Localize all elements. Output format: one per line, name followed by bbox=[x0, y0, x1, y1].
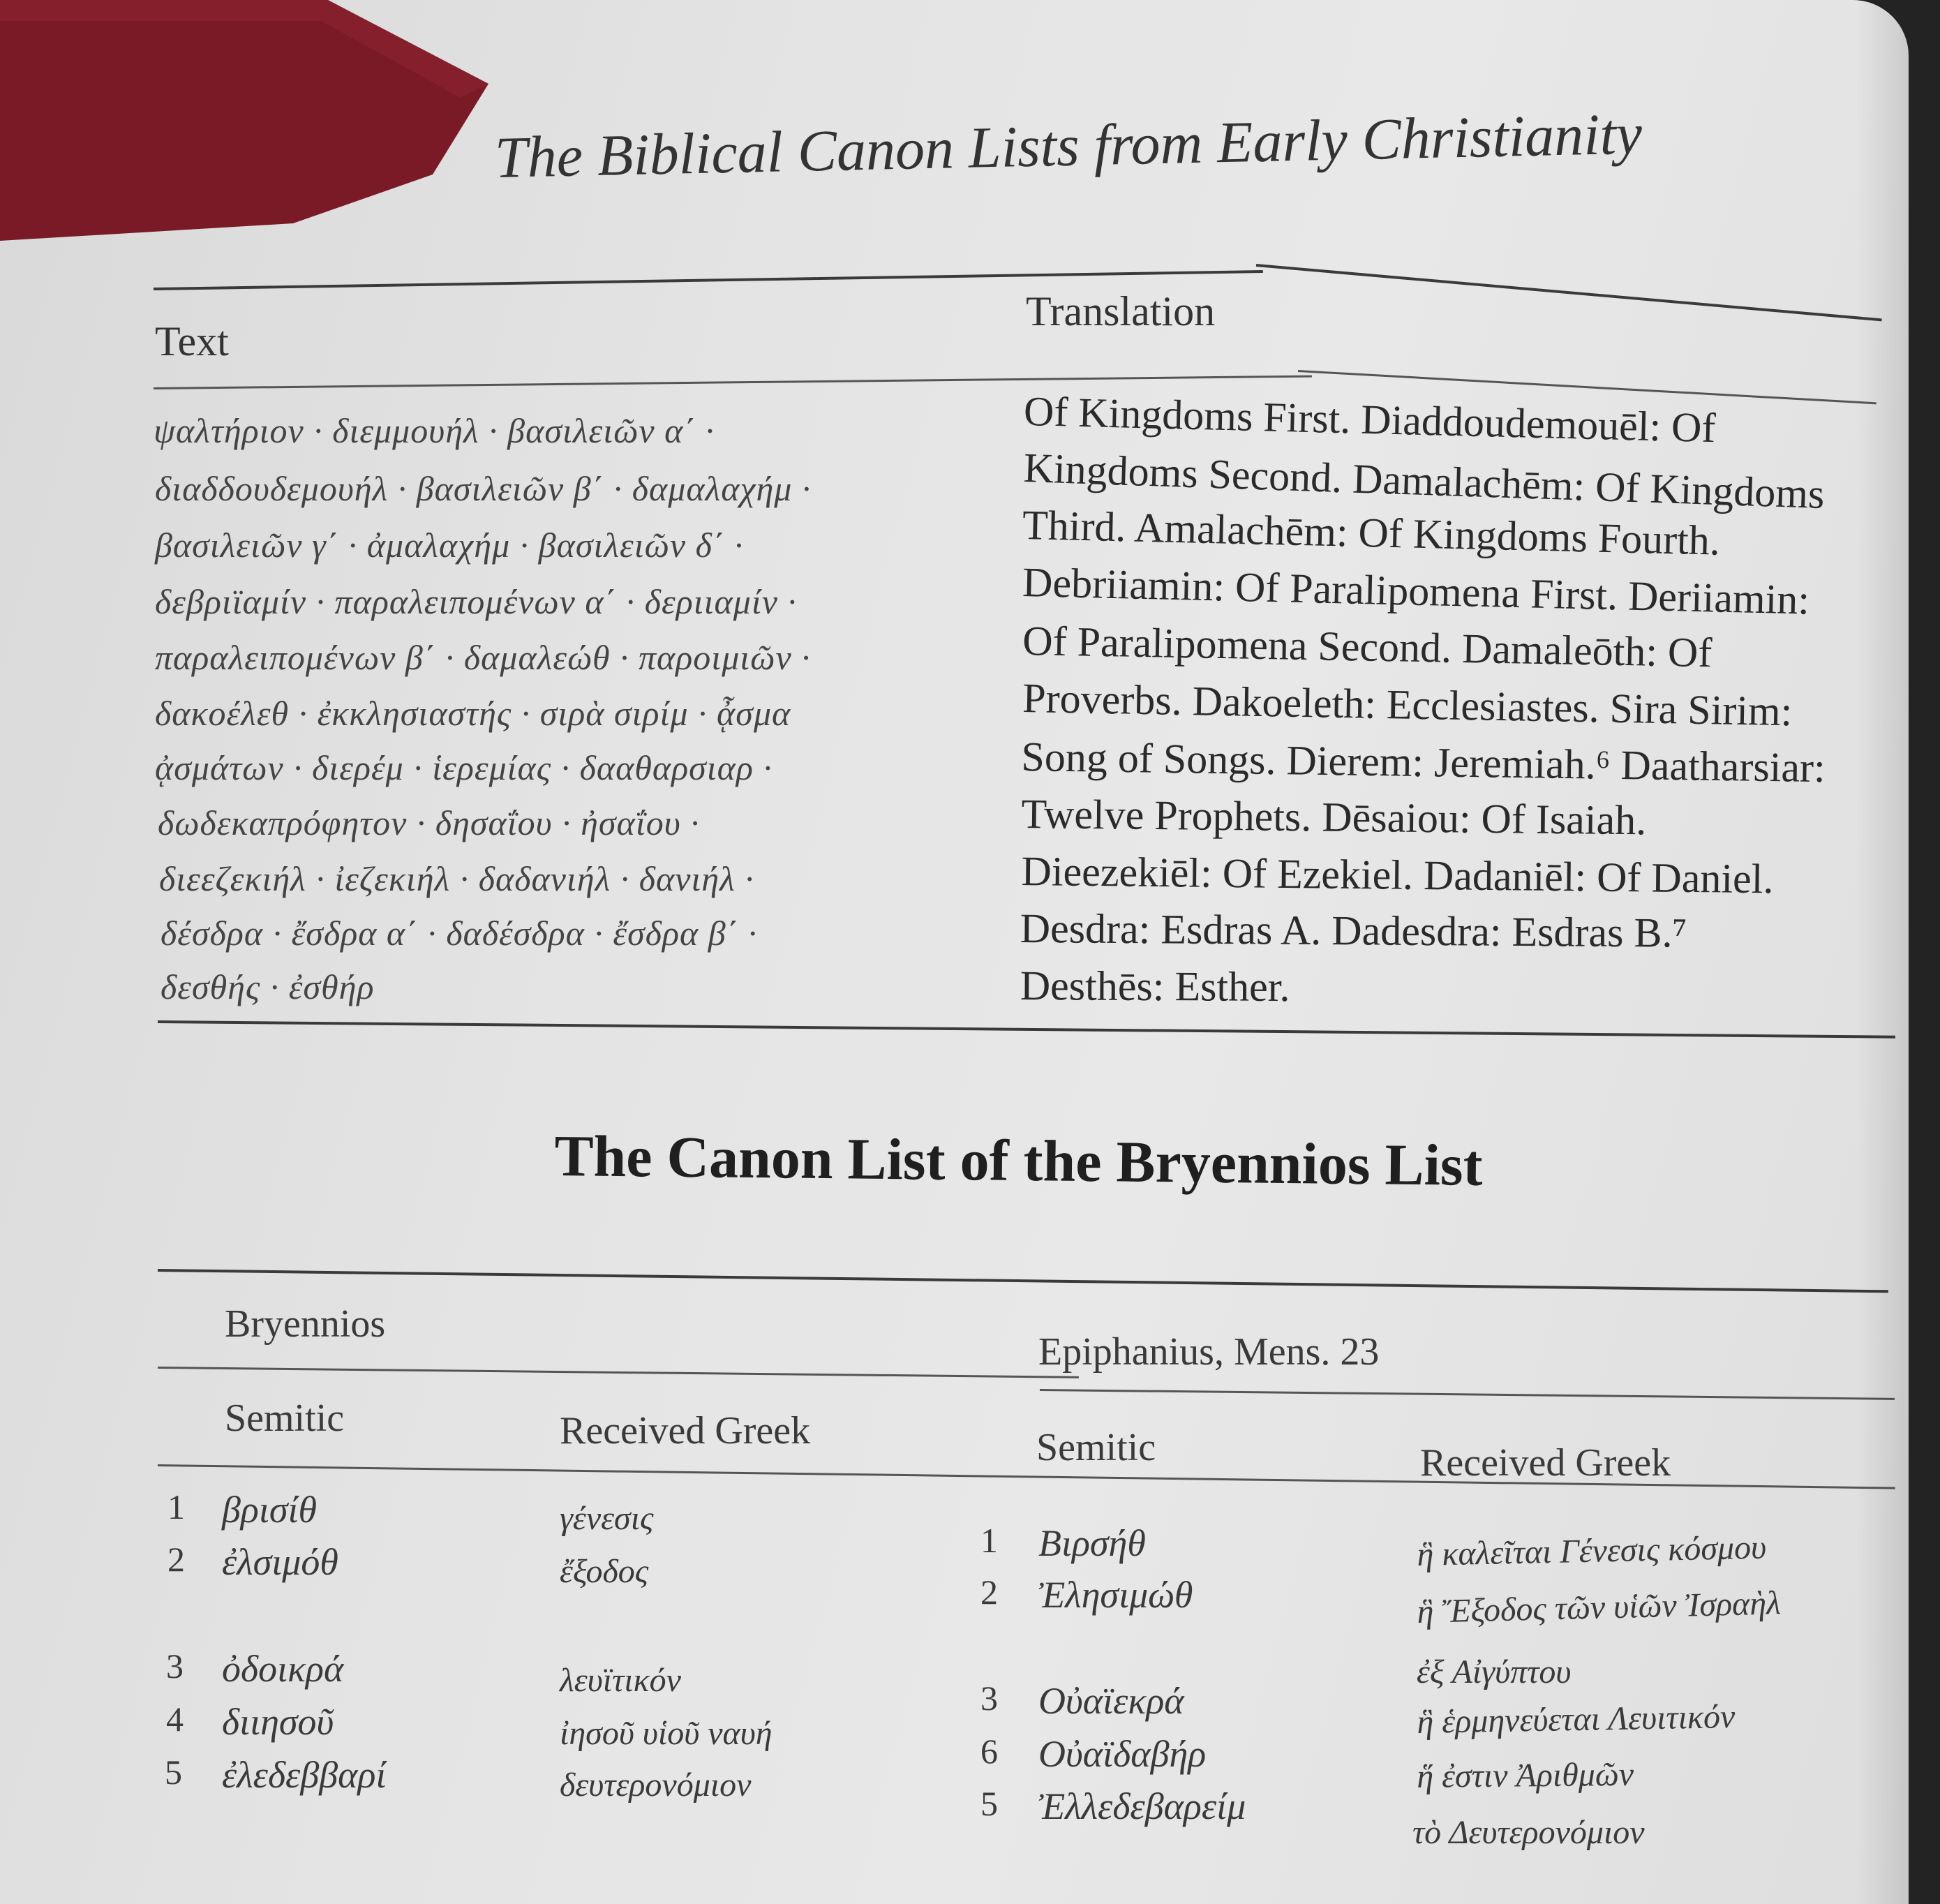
table1-bottom-rule bbox=[158, 1020, 1895, 1039]
table1-header-rule bbox=[154, 375, 1312, 389]
table1-top-rule-right bbox=[1256, 264, 1882, 321]
received-greek-line: τὸ Δευτερονόμιον bbox=[1412, 1814, 1645, 1851]
row-number: 5 bbox=[980, 1784, 998, 1823]
greek-line: δακοέλεθ · ἐκκλησιαστής · σιρὰ σιρίμ · ᾆσμα bbox=[155, 694, 791, 733]
section-title: The Canon List of the Bryennios List bbox=[554, 1123, 1484, 1198]
row-number: 1 bbox=[167, 1487, 185, 1526]
received-greek-line: ἣ Ἔξοδος τῶν υἱῶν Ἰσραὴλ bbox=[1417, 1584, 1782, 1630]
column-header-semitic: Semitic bbox=[1036, 1426, 1156, 1469]
page-title: The Biblical Canon Lists from Early Christianity bbox=[494, 101, 1643, 191]
page-edge-shadow bbox=[1856, 0, 1909, 1904]
received-greek-line: ἣ ἑρμηνεύεται Λευιτικόν bbox=[1417, 1698, 1736, 1741]
row-number: 1 bbox=[980, 1521, 998, 1560]
row-number: 3 bbox=[166, 1646, 184, 1686]
semitic-name: Οὐαϊδαβήρ bbox=[1038, 1733, 1207, 1775]
received-greek-name: ἰησοῦ υἱοῦ ναυή bbox=[560, 1715, 773, 1752]
group-header-bryennios: Bryennios bbox=[225, 1302, 386, 1346]
received-greek-line: ἣ καλεῖται Γένεσις κόσμου bbox=[1417, 1529, 1767, 1573]
greek-line: δεβριϊαμίν · παραλειπομένων α΄ · δεριιαμίν · bbox=[155, 582, 797, 621]
column-header-received-greek: Received Greek bbox=[1420, 1441, 1671, 1485]
epiphanius-group-rule bbox=[1040, 1389, 1895, 1400]
received-greek-line: ἥ ἐστιν Ἀριθμῶν bbox=[1417, 1755, 1634, 1795]
translation-line: Song of Songs. Dierem: Jeremiah.⁶ Daatharsiar: bbox=[1021, 733, 1826, 791]
greek-line: διαδδουδεμουήλ · βασιλειῶν β΄ · δαμαλαχήμ · bbox=[155, 469, 812, 508]
translation-line: Twelve Prophets. Dēsaiou: Of Isaiah. bbox=[1021, 791, 1647, 844]
translation-line: Third. Amalachēm: Of Kingdoms Fourth. bbox=[1022, 501, 1721, 564]
bryennios-group-rule bbox=[158, 1367, 1079, 1378]
translation-line: Proverbs. Dakoeleth: Ecclesiastes. Sira Sirim: bbox=[1022, 674, 1793, 735]
translation-line: Of Kingdoms First. Diaddoudemouēl: Of bbox=[1023, 387, 1717, 452]
row-number: 5 bbox=[165, 1753, 182, 1792]
row-number: 3 bbox=[980, 1679, 998, 1718]
translation-line: Of Paralipomena Second. Damaleōth: Of bbox=[1022, 617, 1713, 676]
row-number: 2 bbox=[980, 1572, 998, 1612]
received-greek-name: ἔξοδος bbox=[560, 1553, 649, 1590]
translation-line: Desthēs: Esther. bbox=[1020, 962, 1290, 1011]
semitic-name: Ἐλησιμώθ bbox=[1038, 1574, 1193, 1616]
semitic-name: βρισίθ bbox=[222, 1489, 317, 1531]
group-header-epiphanius: Epiphanius, Mens. 23 bbox=[1038, 1330, 1380, 1374]
greek-line: ᾀσμάτων · διερέμ · ἱερεμίας · δααθαρσιαρ · bbox=[155, 748, 773, 787]
row-number: 2 bbox=[167, 1540, 185, 1579]
received-greek-name: δευτερονόμιον bbox=[560, 1767, 752, 1803]
received-greek-line: ἐξ Αἰγύπτου bbox=[1417, 1653, 1572, 1690]
semitic-name: ἐλσιμόθ bbox=[222, 1541, 338, 1583]
translation-line: Kingdoms Second. Damalachēm: Of Kingdoms bbox=[1022, 444, 1826, 518]
translation-line: Debriiamin: Of Paralipomena First. Deriiamin: bbox=[1022, 558, 1810, 623]
greek-line: βασιλειῶν γ΄ · ἀμαλαχήμ · βασιλειῶν δ΄ · bbox=[155, 526, 744, 565]
greek-line: παραλειπομένων β΄ · δαμαλεώθ · παροιμιῶν · bbox=[155, 638, 811, 677]
column-header-received-greek: Received Greek bbox=[560, 1409, 811, 1452]
row-number: 4 bbox=[166, 1700, 184, 1739]
greek-line: δέσδρα · ἔσδρα α΄ · δαδέσδρα · ἔσδρα β΄ · bbox=[161, 914, 758, 953]
received-greek-name: γένεσις bbox=[560, 1500, 654, 1537]
greek-line: διεεζεκιήλ · ἰεζεκιήλ · δαδανιήλ · δανιήλ · bbox=[159, 859, 754, 898]
row-number: 6 bbox=[980, 1732, 998, 1771]
semitic-name: Οὐαϊεκρά bbox=[1038, 1680, 1184, 1722]
greek-line: ψαλτήριον · διεμμουήλ · βασιλειῶν α΄ · bbox=[154, 411, 715, 450]
greek-line: δεσθής · ἐσθήρ bbox=[161, 967, 375, 1006]
column-header-text: Text bbox=[155, 318, 229, 364]
translation-line: Desdra: Esdras A. Dadesdra: Esdras B.⁷ bbox=[1020, 905, 1687, 956]
table2-top-rule bbox=[158, 1269, 1888, 1293]
column-header-translation: Translation bbox=[1026, 288, 1216, 334]
semitic-name: Ἐλλεδεβαρείμ bbox=[1038, 1785, 1246, 1827]
translation-line: Dieezekiēl: Of Ezekiel. Dadaniēl: Of Daniel. bbox=[1021, 848, 1774, 902]
bookmark-ribbon bbox=[0, 0, 502, 251]
greek-line: δωδεκαπρόφητον · δησαΐου · ἠσαΐου · bbox=[158, 803, 700, 842]
column-header-semitic: Semitic bbox=[225, 1397, 345, 1440]
semitic-name: ἐλεδεββαρί bbox=[222, 1754, 387, 1796]
semitic-name: διιησοῦ bbox=[222, 1701, 334, 1743]
semitic-name: ὀδοικρά bbox=[222, 1648, 344, 1690]
semitic-name: Βιρσήθ bbox=[1038, 1522, 1146, 1564]
received-greek-name: λευϊτικόν bbox=[560, 1662, 681, 1699]
